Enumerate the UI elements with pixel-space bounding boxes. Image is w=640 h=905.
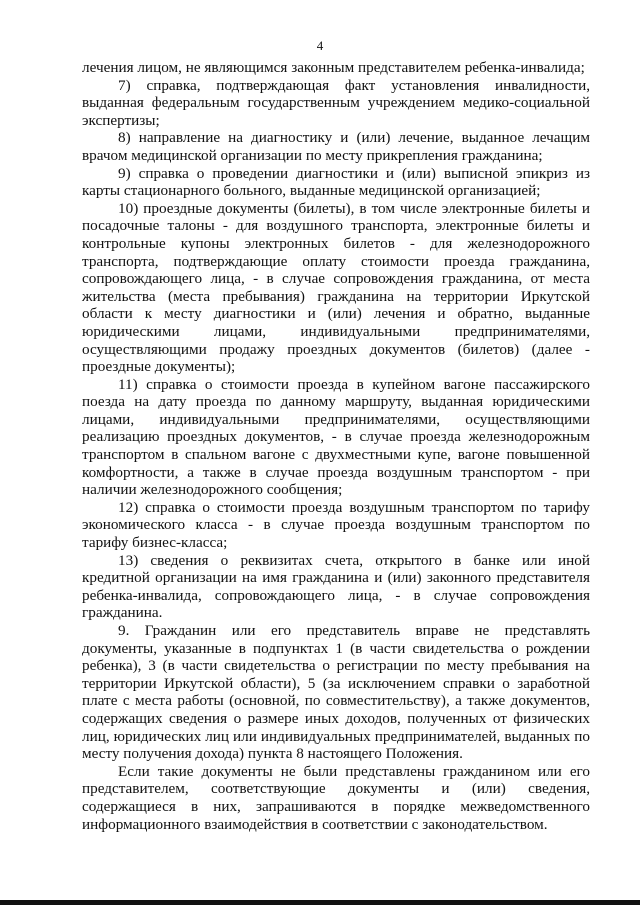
text-line: осуществляющими продажу проездных документов (билетов) (далее - — [82, 340, 590, 358]
text-line: ребенка-инвалида, сопровождающего лица, - в случае сопровождения — [82, 586, 590, 604]
text-line: транспорта, подтверждающие оплату стоимости проезда гражданина, — [82, 252, 590, 270]
text-line: выданная федеральным государственным учреждением медико-социальной — [82, 94, 590, 112]
text-line: 13) сведения о реквизитах счета, открытого в банке или иной — [118, 551, 590, 569]
text-line: лечения лицом, не являющимся законным представителем ребенка-инвалида; — [82, 59, 585, 76]
text-line: поезда на дату проезда по данному маршруту, выданная юридическими — [82, 393, 590, 411]
text-line: ребенка), 3 (в части свидетельства о регистрации по месту пребывания на — [82, 657, 590, 675]
text-line: контрольные купоны электронных билетов - для железнодорожного — [82, 234, 590, 252]
text-line: сопровождающего лица, - в случае сопровождения гражданина, от места — [82, 270, 590, 288]
text-line: лиц, юридических лиц или индивидуальных предпринимателей, выданных по — [82, 727, 590, 745]
text-line: 8) направление на диагностику и (или) лечение, выданное лечащим — [118, 129, 590, 147]
text-line: области к месту диагностики и (или) лечения и обратно, выданные — [82, 305, 590, 323]
text-line: реализацию проездных документов, - в случае проезда железнодорожным — [82, 428, 590, 446]
text-line: 10) проездные документы (билеты), в том числе электронные билеты и — [118, 199, 590, 217]
scan-bottom-edge — [0, 900, 640, 905]
text-line: лицами, индивидуальными предпринимателями, осуществляющими — [82, 410, 590, 428]
text-line: юридическими лицами, индивидуальными предпринимателями, — [82, 322, 590, 340]
text-line: транспортом в спальном вагоне с двухместными купе, вагоне повышенной — [82, 446, 590, 464]
text-line: наличии железнодорожного сообщения; — [82, 481, 343, 499]
text-line: содержащиеся в них, запрашиваются в порядке межведомственного — [82, 797, 590, 815]
text-line: 7) справка, подтверждающая факт установления инвалидности, — [118, 76, 590, 94]
text-line: проездные документы); — [82, 358, 236, 376]
text-line: 12) справка о стоимости проезда воздушным транспортом по тарифу — [118, 498, 590, 516]
text-line: тарифу бизнес-класса; — [82, 534, 228, 552]
text-line: жительства (места пребывания) гражданина на территории Иркутской — [82, 287, 590, 305]
text-line: гражданина. — [82, 604, 163, 622]
text-line: информационного взаимодействия в соответствии с законодательством. — [82, 815, 548, 833]
text-line: 9) справка о проведении диагностики и (или) выписной эпикриз из — [118, 164, 590, 182]
text-line: Если такие документы не были представлены гражданином или его — [118, 762, 590, 780]
text-line: территории Иркутской области), 5 (за исключением справки о заработной — [82, 674, 590, 692]
text-line: экспертизы; — [82, 111, 160, 129]
text-line: кредитной организации на имя гражданина и (или) законного представителя — [82, 569, 590, 587]
text-line: врачом медицинской организации по месту прикрепления гражданина; — [82, 146, 543, 164]
text-line: представителем, соответствующие документы и (или) сведения, — [82, 780, 590, 798]
text-line: посадочные талоны - для воздушного транспорта, электронные билеты и — [82, 217, 590, 235]
text-line: 11) справка о стоимости проезда в купейном вагоне пассажирского — [118, 375, 590, 393]
text-line: карты стационарного больного, выданные медицинской организацией; — [82, 182, 541, 200]
text-line: содержащих сведения о размере иных доходов, полученных от физических — [82, 709, 590, 727]
text-line: комфортности, а также в случае проезда воздушным транспортом - при — [82, 463, 590, 481]
text-line: экономического класса - в случае проезда воздушным транспортом по — [82, 516, 590, 534]
text-line: плате с места работы (основной, по совместительству), а также документов, — [82, 692, 590, 710]
document-body — [82, 59, 590, 833]
text-line: 9. Гражданин или его представитель вправе не представлять — [118, 622, 590, 639]
text-line: документы, указанные в подпунктах 1 (в части свидетельства о рождении — [82, 639, 590, 657]
page-number: 4 — [316, 38, 324, 53]
text-line: месту получения дохода) пункта 8 настоящего Положения. — [82, 745, 463, 763]
